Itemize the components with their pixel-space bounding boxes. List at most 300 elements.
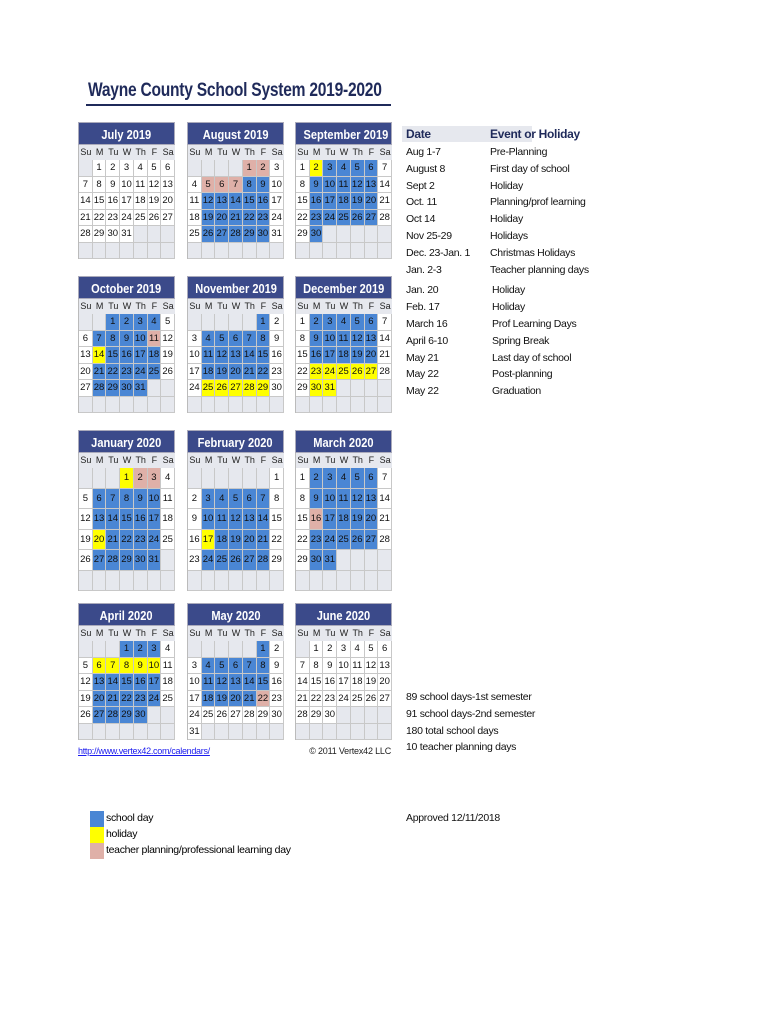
empty-cell <box>229 397 243 414</box>
holiday-cell: 17 <box>202 530 216 551</box>
day-cell: 17 <box>270 193 284 210</box>
event-name: Teacher planning days <box>490 263 589 276</box>
day-cell: 2 <box>323 641 337 658</box>
day-cell: 22 <box>270 530 284 551</box>
empty-cell <box>202 243 216 260</box>
day-cell: 23 <box>270 691 284 708</box>
empty-cell <box>365 550 379 571</box>
month-grid <box>78 145 175 259</box>
day-cell: 10 <box>337 658 351 675</box>
weekday-label: Sa <box>161 145 175 160</box>
school-day-cell: 14 <box>243 674 257 691</box>
weekday-label: Su <box>188 145 202 160</box>
school-day-cell: 10 <box>323 177 337 194</box>
empty-cell <box>337 550 351 571</box>
school-day-cell: 29 <box>106 380 120 397</box>
day-cell: 21 <box>378 509 392 530</box>
school-day-cell: 9 <box>310 177 324 194</box>
day-cell: 24 <box>120 210 134 227</box>
school-day-cell: 22 <box>257 364 271 381</box>
weekday-label: Su <box>79 453 93 468</box>
month-title: October 2019 <box>91 281 162 296</box>
empty-cell <box>93 397 107 414</box>
school-day-cell: 13 <box>365 489 379 510</box>
weekday-label: Sa <box>378 626 392 641</box>
school-day-cell: 3 <box>323 468 337 489</box>
day-cell: 17 <box>188 691 202 708</box>
weekday-label: Tu <box>215 299 229 314</box>
event-date: Oct. 11 <box>406 196 437 209</box>
school-day-cell: 5 <box>351 314 365 331</box>
month-header <box>295 603 392 626</box>
day-cell: 23 <box>270 364 284 381</box>
weekday-label: Th <box>243 453 257 468</box>
day-cell: 13 <box>161 177 175 194</box>
teacher-planning-cell: 2 <box>257 160 271 177</box>
day-cell: 12 <box>161 331 175 348</box>
school-day-cell: 27 <box>215 226 229 243</box>
title-underline <box>86 104 391 106</box>
empty-cell <box>134 724 148 741</box>
school-day-cell: 18 <box>337 347 351 364</box>
weekday-label: Sa <box>270 299 284 314</box>
day-cell: 9 <box>270 331 284 348</box>
school-day-cell: 23 <box>120 364 134 381</box>
school-day-cell: 23 <box>134 530 148 551</box>
empty-cell <box>351 550 365 571</box>
weekday-label: F <box>148 453 162 468</box>
empty-cell <box>365 226 379 243</box>
weekday-label: Tu <box>215 626 229 641</box>
school-day-cell: 14 <box>243 347 257 364</box>
empty-cell <box>202 571 216 592</box>
empty-cell <box>243 468 257 489</box>
month-header <box>295 122 392 145</box>
weekday-label: F <box>365 145 379 160</box>
empty-cell <box>257 397 271 414</box>
day-cell: 7 <box>378 160 392 177</box>
month-july-2019 <box>78 122 175 259</box>
day-cell: 8 <box>296 331 310 348</box>
school-day-cell: 15 <box>120 509 134 530</box>
empty-cell <box>229 243 243 260</box>
day-cell: 7 <box>378 314 392 331</box>
school-day-cell: 10 <box>148 489 162 510</box>
empty-cell <box>378 571 392 592</box>
day-cell: 28 <box>378 210 392 227</box>
weekday-label: W <box>337 145 351 160</box>
month-title: February 2020 <box>198 435 273 450</box>
weekday-label: Th <box>243 299 257 314</box>
day-cell: 22 <box>296 210 310 227</box>
day-cell: 14 <box>378 177 392 194</box>
empty-cell <box>79 724 93 741</box>
weekday-label: Tu <box>323 626 337 641</box>
empty-cell <box>215 724 229 741</box>
school-day-cell: 22 <box>120 691 134 708</box>
holiday-cell: 30 <box>310 380 324 397</box>
school-day-cell: 13 <box>93 509 107 530</box>
empty-cell <box>148 380 162 397</box>
weekday-label: M <box>202 145 216 160</box>
holiday-cell: 25 <box>337 364 351 381</box>
school-day-cell: 15 <box>106 347 120 364</box>
weekday-label: Th <box>351 453 365 468</box>
empty-cell <box>215 243 229 260</box>
school-day-cell: 8 <box>257 658 271 675</box>
school-day-cell: 23 <box>310 210 324 227</box>
empty-cell <box>351 724 365 741</box>
day-cell: 5 <box>148 160 162 177</box>
school-day-cell: 30 <box>310 550 324 571</box>
school-day-cell: 13 <box>215 193 229 210</box>
day-cell: 2 <box>106 160 120 177</box>
holiday-cell: 27 <box>229 380 243 397</box>
school-day-cell: 10 <box>202 509 216 530</box>
day-cell: 25 <box>161 691 175 708</box>
day-cell: 7 <box>378 468 392 489</box>
school-day-cell: 25 <box>337 530 351 551</box>
school-day-cell: 27 <box>243 550 257 571</box>
holiday-cell: 26 <box>351 364 365 381</box>
school-day-cell: 11 <box>215 509 229 530</box>
weekday-label: Su <box>188 626 202 641</box>
day-cell: 26 <box>215 707 229 724</box>
empty-cell <box>188 314 202 331</box>
event-name: Holiday <box>490 213 523 226</box>
day-cell: 27 <box>229 707 243 724</box>
events-header-event: Event or Holiday <box>490 127 580 141</box>
day-cell: 11 <box>161 658 175 675</box>
empty-cell <box>365 380 379 397</box>
empty-cell <box>229 571 243 592</box>
day-cell: 2 <box>270 314 284 331</box>
weekday-label: M <box>310 299 324 314</box>
event-date: March 16 <box>406 318 448 330</box>
empty-cell <box>257 724 271 741</box>
month-header <box>295 276 392 299</box>
school-day-cell: 18 <box>215 530 229 551</box>
empty-cell <box>378 226 392 243</box>
month-october-2019 <box>78 276 175 413</box>
event-name: Christmas Holidays <box>490 246 576 259</box>
month-header <box>187 122 284 145</box>
school-day-cell: 17 <box>323 347 337 364</box>
school-day-cell: 4 <box>337 468 351 489</box>
event-name: Graduation <box>492 385 541 398</box>
day-cell: 18 <box>161 509 175 530</box>
school-day-cell: 22 <box>243 210 257 227</box>
day-cell: 11 <box>351 658 365 675</box>
school-day-cell: 30 <box>257 226 271 243</box>
day-cell: 18 <box>188 210 202 227</box>
day-cell: 18 <box>134 193 148 210</box>
weekday-label: Su <box>188 299 202 314</box>
month-title: April 2020 <box>100 608 153 623</box>
day-cell: 21 <box>378 193 392 210</box>
weekday-label: W <box>229 626 243 641</box>
empty-cell <box>310 397 324 414</box>
legend-teacher-label: teacher planning/professional learning day <box>106 844 291 856</box>
school-day-cell: 5 <box>351 468 365 489</box>
empty-cell <box>79 314 93 331</box>
empty-cell <box>202 468 216 489</box>
holiday-cell: 26 <box>215 380 229 397</box>
school-day-cell: 16 <box>134 509 148 530</box>
teacher-planning-cell: 5 <box>202 177 216 194</box>
weekday-label: Tu <box>323 299 337 314</box>
empty-cell <box>323 226 337 243</box>
weekday-label: F <box>257 453 271 468</box>
empty-cell <box>148 243 162 260</box>
school-day-cell: 5 <box>215 658 229 675</box>
holiday-cell: 2 <box>310 160 324 177</box>
day-cell: 8 <box>93 177 107 194</box>
weekday-label: W <box>120 299 134 314</box>
day-cell: 17 <box>120 193 134 210</box>
event-name: Post-planning <box>492 368 553 381</box>
school-day-cell: 15 <box>257 347 271 364</box>
day-cell: 21 <box>79 210 93 227</box>
weekday-label: W <box>120 145 134 160</box>
school-day-cell: 15 <box>257 674 271 691</box>
weekday-label: Su <box>79 145 93 160</box>
day-cell: 14 <box>79 193 93 210</box>
school-day-cell: 4 <box>202 658 216 675</box>
weekday-label: Sa <box>270 626 284 641</box>
empty-cell <box>296 571 310 592</box>
day-cell: 31 <box>120 226 134 243</box>
month-april-2020 <box>78 603 175 740</box>
empty-cell <box>337 707 351 724</box>
month-november-2019 <box>187 276 284 413</box>
stat-line: 91 school days-2nd semester <box>406 707 536 720</box>
empty-cell <box>93 468 107 489</box>
day-cell: 15 <box>296 193 310 210</box>
school-day-cell: 19 <box>351 193 365 210</box>
holiday-cell: 29 <box>257 380 271 397</box>
day-cell: 13 <box>79 347 93 364</box>
event-date: Jan. 2-3 <box>406 263 442 276</box>
school-day-cell: 19 <box>215 364 229 381</box>
day-cell: 7 <box>296 658 310 675</box>
school-day-cell: 16 <box>120 347 134 364</box>
empty-cell <box>202 397 216 414</box>
weekday-label: F <box>148 626 162 641</box>
day-cell: 19 <box>161 347 175 364</box>
month-grid <box>78 453 175 591</box>
day-cell: 2 <box>270 641 284 658</box>
day-cell: 29 <box>296 380 310 397</box>
day-cell: 27 <box>378 691 392 708</box>
empty-cell <box>120 571 134 592</box>
weekday-label: F <box>148 299 162 314</box>
day-cell: 24 <box>270 210 284 227</box>
month-title: January 2020 <box>91 435 162 450</box>
event-name: Last day of school <box>492 351 572 364</box>
school-day-cell: 6 <box>365 160 379 177</box>
day-cell: 8 <box>296 489 310 510</box>
empty-cell <box>351 707 365 724</box>
weekday-label: Su <box>188 453 202 468</box>
event-date: August 8 <box>406 162 446 175</box>
empty-cell <box>351 243 365 260</box>
school-day-cell: 11 <box>337 489 351 510</box>
day-cell: 8 <box>296 177 310 194</box>
weekday-label: Tu <box>106 453 120 468</box>
school-day-cell: 29 <box>243 226 257 243</box>
empty-cell <box>243 641 257 658</box>
school-day-cell: 5 <box>215 331 229 348</box>
month-title: December 2019 <box>303 281 385 296</box>
school-day-cell: 28 <box>106 550 120 571</box>
school-day-cell: 25 <box>148 364 162 381</box>
school-day-cell: 6 <box>229 331 243 348</box>
empty-cell <box>161 397 175 414</box>
empty-cell <box>106 571 120 592</box>
weekday-label: M <box>310 145 324 160</box>
empty-cell <box>270 397 284 414</box>
empty-cell <box>106 397 120 414</box>
empty-cell <box>188 641 202 658</box>
empty-cell <box>365 571 379 592</box>
stat-line: 89 school days-1st semester <box>406 691 532 703</box>
vertex42-link[interactable]: http://www.vertex42.com/calendars/ <box>78 746 210 756</box>
day-cell: 19 <box>365 674 379 691</box>
day-cell: 30 <box>323 707 337 724</box>
day-cell: 9 <box>188 509 202 530</box>
school-day-cell: 27 <box>365 210 379 227</box>
day-cell: 18 <box>161 674 175 691</box>
weekday-label: F <box>365 299 379 314</box>
day-cell: 22 <box>93 210 107 227</box>
day-cell: 5 <box>79 658 93 675</box>
empty-cell <box>323 724 337 741</box>
school-day-cell: 13 <box>365 331 379 348</box>
school-day-cell: 3 <box>323 314 337 331</box>
weekday-label: M <box>202 626 216 641</box>
day-cell: 4 <box>161 468 175 489</box>
day-cell: 25 <box>188 226 202 243</box>
month-september-2019 <box>295 122 392 259</box>
school-day-cell: 1 <box>257 641 271 658</box>
event-date: Nov 25-29 <box>406 230 452 242</box>
school-day-cell: 12 <box>215 674 229 691</box>
day-cell: 26 <box>161 364 175 381</box>
weekday-label: Su <box>79 626 93 641</box>
empty-cell <box>243 397 257 414</box>
holiday-cell: 10 <box>148 658 162 675</box>
empty-cell <box>365 397 379 414</box>
empty-cell <box>161 550 175 571</box>
school-day-cell: 31 <box>148 550 162 571</box>
month-august-2019 <box>187 122 284 259</box>
day-cell: 5 <box>79 489 93 510</box>
teacher-planning-cell: 3 <box>148 468 162 489</box>
school-day-cell: 2 <box>310 314 324 331</box>
school-day-cell: 2 <box>134 641 148 658</box>
empty-cell <box>351 380 365 397</box>
school-day-cell: 12 <box>351 489 365 510</box>
day-cell: 9 <box>106 177 120 194</box>
day-cell: 1 <box>296 314 310 331</box>
school-day-cell: 20 <box>229 364 243 381</box>
empty-cell <box>202 724 216 741</box>
school-day-cell: 26 <box>351 210 365 227</box>
weekday-label: Sa <box>161 453 175 468</box>
school-day-cell: 4 <box>337 314 351 331</box>
holiday-cell: 20 <box>93 530 107 551</box>
teacher-planning-cell: 6 <box>215 177 229 194</box>
legend-school-swatch <box>90 811 104 827</box>
empty-cell <box>134 571 148 592</box>
event-date: April 6-10 <box>406 334 448 347</box>
school-day-cell: 28 <box>257 550 271 571</box>
day-cell: 3 <box>270 160 284 177</box>
school-day-cell: 10 <box>134 331 148 348</box>
school-day-cell: 30 <box>134 707 148 724</box>
day-cell: 19 <box>79 691 93 708</box>
school-day-cell: 23 <box>257 210 271 227</box>
month-grid <box>295 145 392 259</box>
weekday-label: Tu <box>106 299 120 314</box>
school-day-cell: 27 <box>365 530 379 551</box>
weekday-label: Tu <box>106 145 120 160</box>
empty-cell <box>93 314 107 331</box>
school-day-cell: 30 <box>310 226 324 243</box>
school-day-cell: 10 <box>323 331 337 348</box>
approved-date: Approved 12/11/2018 <box>406 812 500 824</box>
school-day-cell: 13 <box>93 674 107 691</box>
event-date: Jan. 20 <box>406 284 439 297</box>
school-day-cell: 14 <box>257 509 271 530</box>
month-january-2020 <box>78 430 175 591</box>
weekday-label: Th <box>243 626 257 641</box>
school-day-cell: 1 <box>120 641 134 658</box>
empty-cell <box>229 314 243 331</box>
school-day-cell: 6 <box>93 489 107 510</box>
events-header-date: Date <box>406 127 431 141</box>
school-day-cell: 4 <box>337 160 351 177</box>
school-day-cell: 16 <box>310 193 324 210</box>
day-cell: 10 <box>188 674 202 691</box>
month-title: June 2020 <box>316 608 371 623</box>
event-date: Feb. 17 <box>406 301 440 314</box>
day-cell: 25 <box>351 691 365 708</box>
school-day-cell: 2 <box>310 468 324 489</box>
empty-cell <box>337 397 351 414</box>
day-cell: 3 <box>188 331 202 348</box>
event-date: May 22 <box>406 368 439 381</box>
empty-cell <box>161 571 175 592</box>
holiday-cell: 23 <box>310 364 324 381</box>
day-cell: 16 <box>270 347 284 364</box>
weekday-label: W <box>120 626 134 641</box>
school-day-cell: 8 <box>243 177 257 194</box>
day-cell: 12 <box>365 658 379 675</box>
page-title: Wayne County School System 2019-2020 <box>88 80 382 101</box>
empty-cell <box>365 243 379 260</box>
weekday-label: F <box>257 626 271 641</box>
holiday-cell: 31 <box>323 380 337 397</box>
weekday-label: Th <box>351 626 365 641</box>
teacher-planning-cell: 22 <box>257 691 271 708</box>
school-day-cell: 24 <box>134 364 148 381</box>
day-cell: 4 <box>161 641 175 658</box>
month-header <box>78 603 175 626</box>
school-day-cell: 31 <box>134 380 148 397</box>
day-cell: 26 <box>79 707 93 724</box>
